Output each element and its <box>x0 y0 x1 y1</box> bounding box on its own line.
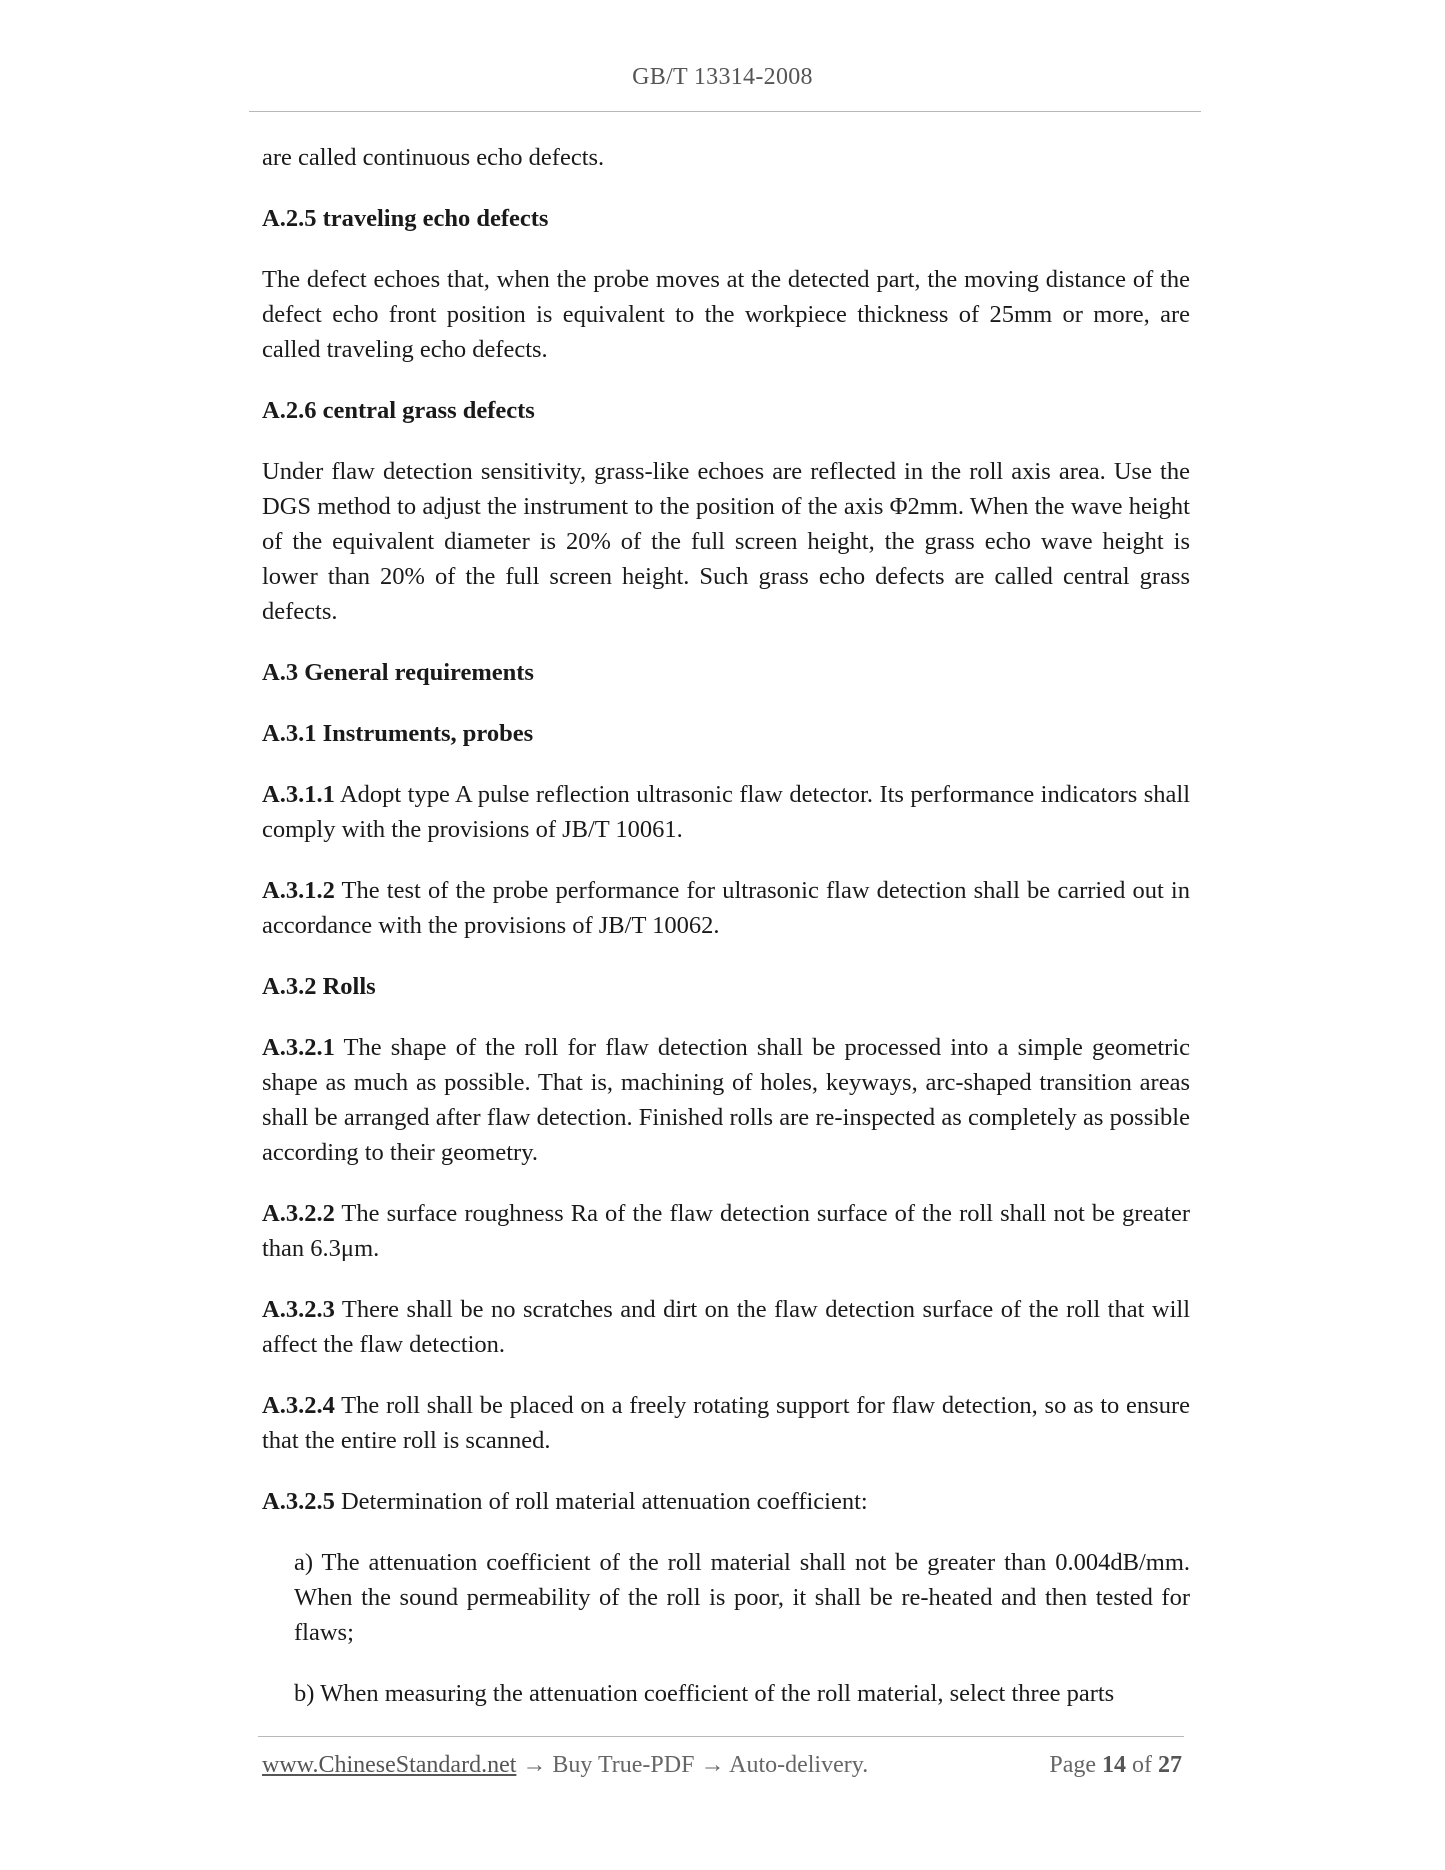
section-heading: A.3.1 Instruments, probes <box>262 720 534 747</box>
clause-text: There shall be no scratches and dirt on the flaw detection surface of the roll that will affect the flaw detection. <box>262 1296 1190 1358</box>
clause <box>262 777 1190 847</box>
standard-code: GB/T 13314-2008 <box>632 64 813 90</box>
clause <box>262 873 1190 943</box>
paragraph: Under flaw detection sensitivity, grass-like echoes are reflected in the roll axis area. Use the DGS method to adjust the instrument to the position of the axis Φ2mm. When the wave height of the equivalent diameter is 20% of the full screen height, the grass echo wave height is lower than 20% of the full screen height. Such grass echo defects are called central grass defects. <box>262 458 1190 625</box>
clause-text: The shape of the roll for flaw detection shall be processed into a simple geometric shape as much as possible. That is, machining of holes, keyways, arc-shaped transition areas shall be arranged after flaw detection. Finished rolls are re-inspected as completely as possible according to their geometry. <box>262 1034 1190 1166</box>
list-item: a) The attenuation coefficient of the roll material shall not be greater than 0.004dB/mm. When the sound permeability of the roll is poor, it shall be re-heated and then tested for flaws; <box>294 1549 1190 1646</box>
page-total: 27 <box>1158 1752 1182 1778</box>
footer-tagline: → Buy True-PDF → Auto-delivery. <box>516 1752 869 1778</box>
document-header <box>0 64 1445 91</box>
footer-divider <box>258 1736 1184 1737</box>
header-divider <box>249 111 1201 112</box>
section-heading: A.3 General requirements <box>262 659 534 686</box>
site-link[interactable]: www.ChineseStandard.net <box>262 1752 517 1778</box>
document-body <box>262 140 1190 1737</box>
clause-text: The surface roughness Ra of the flaw detection surface of the roll shall not be greater than 6.3μm. <box>262 1200 1190 1262</box>
paragraph: The defect echoes that, when the probe moves at the detected part, the moving distance of the defect echo front position is equivalent to the workpiece thickness of 25mm or more, are called traveling echo defects. <box>262 266 1190 363</box>
of-label: of <box>1126 1752 1158 1778</box>
clause-text: The test of the probe performance for ultrasonic flaw detection shall be carried out in accordance with the provisions of JB/T 10062. <box>262 877 1190 939</box>
clause-number: A.3.2.5 <box>262 1488 335 1515</box>
clause <box>262 1484 1190 1519</box>
section-heading: A.2.5 traveling echo defects <box>262 205 549 232</box>
section-heading: A.3.2 Rolls <box>262 973 376 1000</box>
clause-text: Adopt type A pulse reflection ultrasonic flaw detector. Its performance indicators shall comply with the provisions of JB/T 10061. <box>262 781 1190 843</box>
clause-text: The roll shall be placed on a freely rotating support for flaw detection, so as to ensure that the entire roll is scanned. <box>262 1392 1190 1454</box>
clause-number: A.3.1.1 <box>262 781 335 808</box>
clause <box>262 1292 1190 1362</box>
clause-number: A.3.2.4 <box>262 1392 335 1419</box>
clause <box>262 1196 1190 1266</box>
page-label: Page <box>1049 1752 1102 1778</box>
page-current: 14 <box>1102 1752 1126 1778</box>
clause-number: A.3.2.1 <box>262 1034 335 1061</box>
clause <box>262 1030 1190 1170</box>
clause-number: A.3.2.3 <box>262 1296 335 1323</box>
section-heading: A.2.6 central grass defects <box>262 397 535 424</box>
paragraph: are called continuous echo defects. <box>262 144 605 171</box>
document-footer <box>262 1752 1182 1779</box>
clause-number: A.3.1.2 <box>262 877 335 904</box>
page-indicator <box>1049 1752 1182 1779</box>
clause-text: Determination of roll material attenuation coefficient: <box>334 1488 868 1515</box>
clause <box>262 1388 1190 1458</box>
clause-number: A.3.2.2 <box>262 1200 335 1227</box>
list-item: b) When measuring the attenuation coefficient of the roll material, select three parts <box>294 1680 1115 1707</box>
